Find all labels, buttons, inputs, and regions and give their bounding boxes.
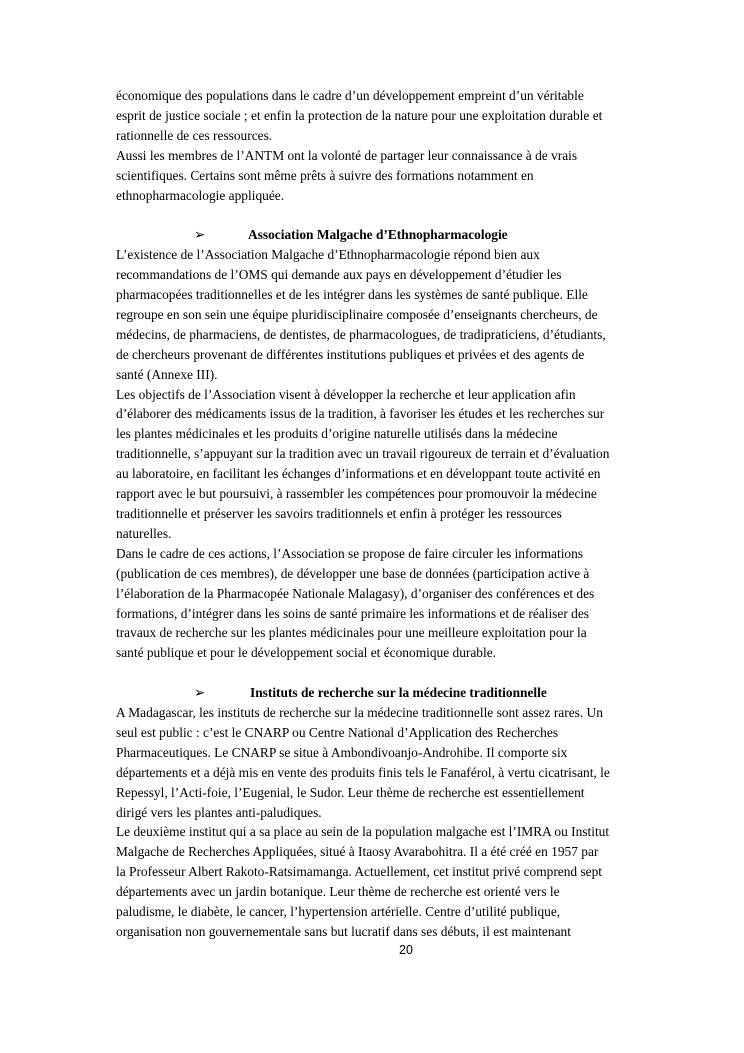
paragraph: économique des populations dans le cadre d’un développement empreint d’un véritable esprit de justice sociale ; et enfin la protection de la nature pour une exploitation durable et rationnelle de ces ressources.: [116, 88, 603, 143]
paragraph: L’existence de l’Association Malgache d’Ethnopharmacologie répond bien aux recommandations de l’OMS qui demande aux pays en développement d’étudier les pharmacopées traditionnelles et de les intégrer dans les systèmes de santé publique. Elle regroupe en son sein une équipe pluridisciplinaire composée d’enseignants chercheurs, de médecins, de pharmaciens, de dentistes, de pharmacologues, de tradipraticiens, d’étudiants, de chercheurs provenant de différentes institutions publiques et privées et des agents de santé (Annexe III).: [116, 247, 606, 382]
page-body: [116, 86, 672, 942]
section-heading-instituts: [116, 683, 672, 703]
page-number: 20: [399, 943, 413, 957]
arrow-bullet-icon: ➢: [194, 685, 206, 701]
paragraph: Les objectifs de l’Association visent à développer la recherche et leur application afin d’élaborer des médicaments issus de la tradition, à favoriser les études et les recherches sur les plantes médicinales et les produits d’origine naturelle utilisés dans la médecine traditionnelle, s’appuyant sur la tradition avec un travail rigoureux de terrain et d’évaluation au laboratoire, en facilitant les échanges d’informations et en développant toute activité en rapport avec le but poursuivi, à rassembler les compétences pour promouvoir la médecine traditionnelle et préserver les savoirs traditionnels et enfin à protéger les ressources naturelles.: [116, 386, 610, 541]
paragraph: Aussi les membres de l’ANTM ont la volonté de partager leur connaissance à de vrais scientifiques. Certains sont même prêts à suivre des formations notamment en ethnopharmacologie appliquée.: [116, 147, 578, 203]
paragraph: Le deuxième institut qui a sa place au sein de la population malgache est l’IMRA ou Institut Malgache de Recherches Appliquées, situé à Itaosy Avarabohitra. Il a été créé en 1957 par la Professeur Albert Rakoto-Ratsimamanga. Actuellement, cet institut privé comprend sept départements avec un jardin botanique. Leur thème de recherche est orienté vers le paludisme, le diabète, le cancer, l’hypertension artérielle. Centre d’utilité publique, organisation non gouvernementale sans but lucratif dans ses débuts, il est maintenant: [116, 824, 610, 939]
paragraph: Dans le cadre de ces actions, l’Association se propose de faire circuler les informations (publication de ces membres), de développer une base de données (participation active à l’élaboration de la Pharmacopée Nationale Malagasy), d’organiser des conférences et des formations, d’intégrer dans les soins de santé primaire les informations et de réaliser des travaux de recherche sur les plantes médicinales pour une meilleure exploitation pour la santé publique et pour le développement social et économique durable.: [116, 545, 595, 661]
section-title: Association Malgache d’Ethnopharmacologie: [248, 227, 508, 243]
section-title: Instituts de recherche sur la médecine traditionnelle: [250, 685, 547, 701]
arrow-bullet-icon: ➢: [194, 227, 206, 243]
paragraph: A Madagascar, les instituts de recherche sur la médecine traditionnelle sont assez rares. Un seul est public : c’est le CNARP ou Centre National d’Application des Recherches Pharmaceutiques. Le CNARP se situe à Ambondivoanjo-Androhibe. Il comporte six départements et a déjà mis en vente des produits finis tels le Fanaférol, à vertu cicatrisant, le Repessyl, l’Acti-foie, l’Eugenial, le Sudor. Leur thème de recherche est essentiellement dirigé vers les plantes anti-paludiques.: [116, 705, 610, 820]
section-heading-ethnopharmacologie: [116, 225, 672, 245]
